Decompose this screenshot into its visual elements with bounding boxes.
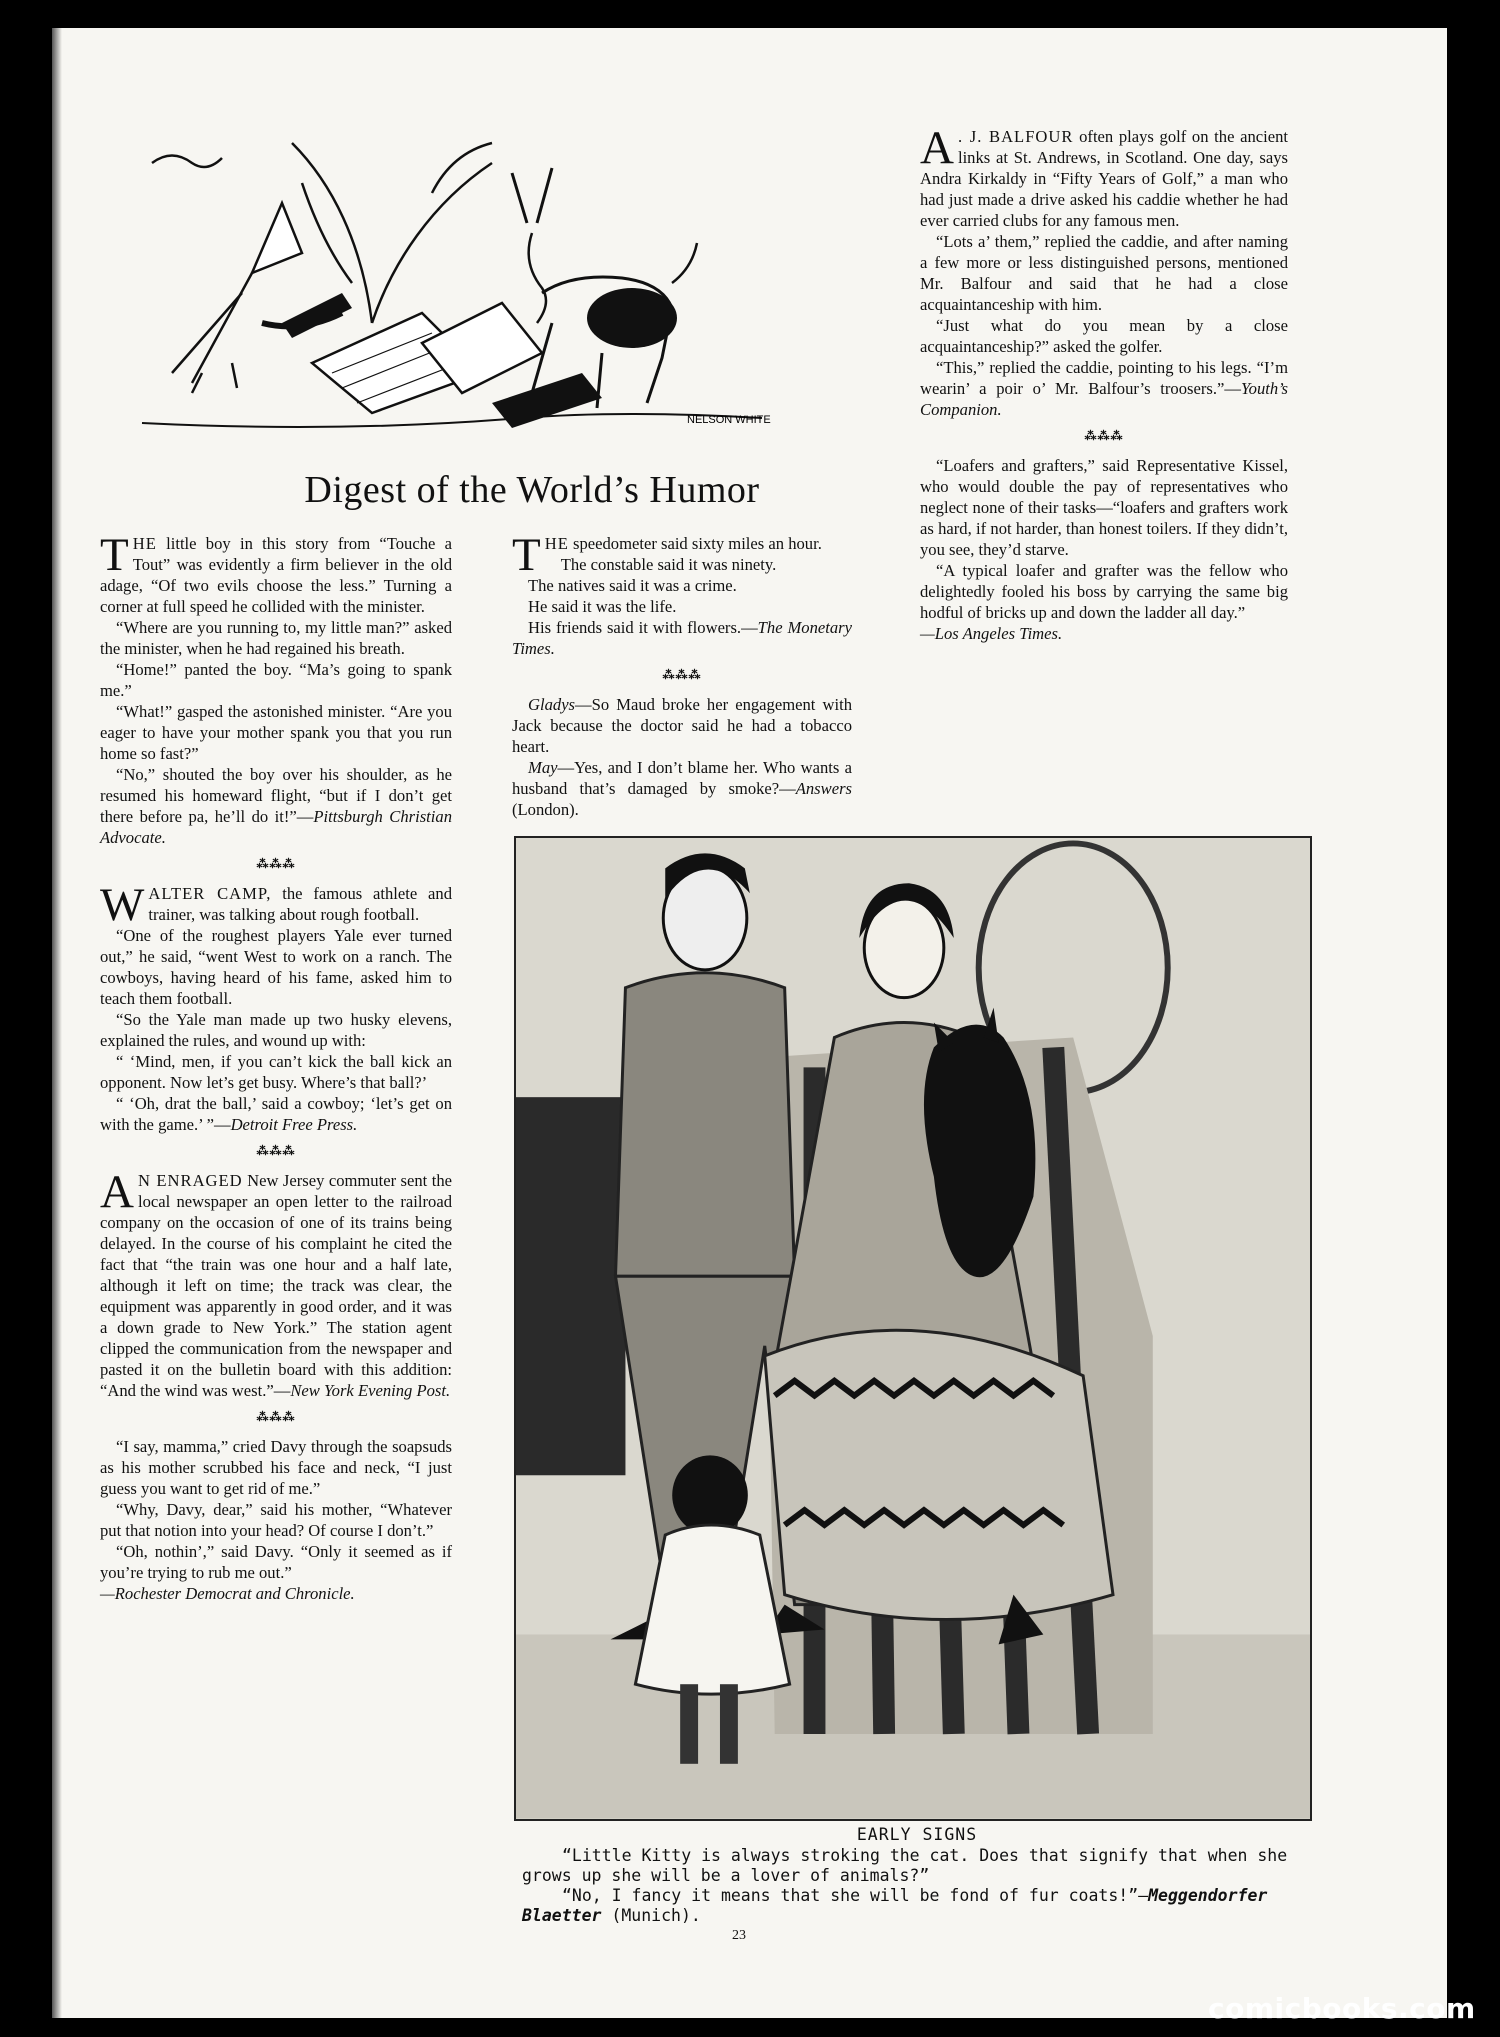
section-separator: ⁂⁂⁂ <box>662 668 702 682</box>
lead-in: . J. BALFOUR <box>957 127 1074 146</box>
source-credit-tail: (Munich). <box>601 1906 701 1925</box>
paragraph: often plays golf on the ancient links at St. Andrews, in Scotland. One day, says Andra Kirkaldy in “Fifty Years of Golf,” a man who had just made a drive asked his caddie whether he had ever carried clubs for any famous men. <box>920 127 1288 230</box>
lead-in: N ENRAGED <box>137 1171 243 1190</box>
paragraph: “This,” replied the caddie, pointing to his legs. “I’m wearin’ a poir o’ Mr. Balfour’s troosers.”— <box>920 358 1288 398</box>
section-separator: ⁂⁂⁂ <box>1084 429 1124 443</box>
magazine-page <box>52 28 1447 2018</box>
source-credit: —Los Angeles Times. <box>920 624 1063 643</box>
source-credit: —Rochester Democrat and Chronicle. <box>100 1584 355 1603</box>
drop-cap: W <box>100 879 145 931</box>
cartoon-caption <box>522 1825 1312 1926</box>
section-separator: ⁂⁂⁂ <box>256 857 296 871</box>
source-credit: New York Evening Post. <box>290 1381 451 1400</box>
paragraph: He said it was the life. <box>528 597 677 616</box>
speaker-name: Gladys <box>528 695 576 714</box>
binding-shadow <box>52 28 62 2018</box>
site-watermark: comicbooks.com <box>1208 1992 1476 2025</box>
speaker-name: May <box>528 758 558 777</box>
page-number: 23 <box>732 1928 746 1943</box>
section-separator: ⁂⁂⁂ <box>256 1144 296 1158</box>
paragraph: “Lots a’ them,” replied the caddie, and after naming a few more or less distinguished persons, mentioned Mr. Balfour and said that he had a close acquaintanceship with him. <box>920 232 1288 314</box>
paragraph: —So Maud broke her engagement with Jack because the doctor said he had a tobacco heart. <box>512 695 852 756</box>
story-loafers <box>920 455 1288 644</box>
story-walter-camp <box>100 879 452 1135</box>
paragraph: “Just what do you mean by a close acquaintanceship?” asked the golfer. <box>920 316 1288 356</box>
cartoon-illustration <box>514 836 1312 1821</box>
lead-in: HE <box>132 534 157 553</box>
column-middle <box>512 529 852 822</box>
header-illustration <box>132 123 772 458</box>
paragraph: little boy in this story from “Touche a Tout” was evidently a firm believer in the old adage, “Of two evils choose the less.” Turning a corner at full speed he collided with the minister. <box>100 534 452 616</box>
paragraph: “Where are you running to, my little man?” asked the minister, when he had regained his breath. <box>100 618 452 658</box>
paragraph: —Yes, and I don’t blame her. Who wants a husband that’s damaged by smoke?— <box>512 758 852 798</box>
source-credit: Youth’s Companion. <box>920 379 1288 419</box>
lead-in: HE <box>544 534 569 553</box>
drop-cap: T <box>512 529 541 581</box>
paragraph: “A typical loafer and grafter was the fellow who delightedly fooled his boss by carrying the same big hodful of bricks up and down the ladder all day.” <box>920 561 1288 622</box>
column-right <box>920 122 1288 646</box>
paragraph: The constable said it was ninety. <box>560 555 777 574</box>
story-commuter <box>100 1166 453 1401</box>
section-separator: ⁂⁂⁂ <box>256 1410 296 1424</box>
illustrator-signature: NELSON WHITE <box>687 414 771 426</box>
page-title: Digest of the World’s Humor <box>304 469 760 511</box>
caption-title: EARLY SIGNS <box>856 1825 978 1844</box>
paragraph: “One of the roughest players Yale ever turned out,” he said, “went West to work on a ranch. The cowboys, having heard of his fame, asked him to teach them football. <box>100 926 452 1008</box>
paragraph: The natives said it was a crime. <box>528 576 737 595</box>
story-davy <box>100 1436 452 1604</box>
paragraph: “I say, mamma,” cried Davy through the soapsuds as his mother scrubbed his face and neck, “I just guess you want to get rid of me.” <box>100 1437 452 1498</box>
paragraph: “No,” shouted the boy over his shoulder, as he resumed his homeward flight, “but if I don’t get there before pa, he’ll do it!”— <box>100 765 452 826</box>
paragraph: “ ‘Oh, drat the ball,’ said a cowboy; ‘let’s get on with the game.’ ”— <box>100 1094 452 1134</box>
source-credit: Meggendorfer Blaetter <box>522 1886 1268 1925</box>
paragraph: “Oh, nothin’,” said Davy. “Only it seemed as if you’re trying to rub me out.” <box>100 1542 452 1582</box>
drop-cap: A <box>920 122 954 174</box>
caption-line: “Little Kitty is always stroking the cat. Does that signify that when she grows up she will be a lover of animals?” <box>522 1846 1288 1885</box>
paragraph: “What!” gasped the astonished minister. “Are you eager to have your mother spank you that you run home so fast?” <box>100 702 452 763</box>
paragraph: “Why, Davy, dear,” said his mother, “Whatever put that notion into your head? Of course I don’t.” <box>100 1500 452 1540</box>
paragraph: New Jersey commuter sent the local newspaper an open letter to the railroad company on the occasion of one of its trains being delayed. In the course of his complaint he cited the fact that “the train was one hour and a half late, although it left on time; the track was clear, the equipment was apparently in good order, and it was a down grade to New York.” The station agent clipped the communication from the newspaper and pasted it on the bulletin board with this addition: “And the wind was west.”— <box>100 1171 453 1400</box>
source-credit: Answers <box>795 779 852 798</box>
paragraph: “So the Yale man made up two husky elevens, explained the rules, and wound up with: <box>100 1010 452 1050</box>
story-speedometer <box>512 529 852 659</box>
story-tobacco-heart <box>512 694 852 820</box>
paragraph: the famous athlete and trainer, was talking about rough football. <box>148 884 452 924</box>
drop-cap: T <box>100 529 129 581</box>
source-credit: Detroit Free Press. <box>230 1115 358 1134</box>
story-balfour <box>920 122 1288 420</box>
lead-in: ALTER CAMP, <box>148 884 272 903</box>
column-left <box>100 529 453 1606</box>
paragraph: “Loafers and grafters,” said Representative Kissel, who would double the pay of representatives who neglect none of their tasks—“loafers and grafters work as hard, if not harder, than honest toilers. If they didn’t, you see, they’d starve. <box>920 456 1288 559</box>
source-credit: The Monetary Times. <box>512 618 852 658</box>
paragraph: “Home!” panted the boy. “Ma’s going to spank me.” <box>100 660 452 700</box>
source-credit: Pittsburgh Christian Advocate. <box>100 807 452 847</box>
paragraph: “ ‘Mind, men, if you can’t kick the ball kick an opponent. Now let’s get busy. Where’s that ball?’ <box>100 1052 452 1092</box>
drop-cap: A <box>100 1166 134 1218</box>
paragraph: speedometer said sixty miles an hour. <box>568 534 822 553</box>
source-credit-tail: (London). <box>512 800 579 819</box>
caption-line: “No, I fancy it means that she will be fond of fur coats!”— <box>562 1886 1149 1905</box>
story-touche-a-tout <box>100 529 452 848</box>
paragraph: His friends said it with flowers.— <box>528 618 758 637</box>
